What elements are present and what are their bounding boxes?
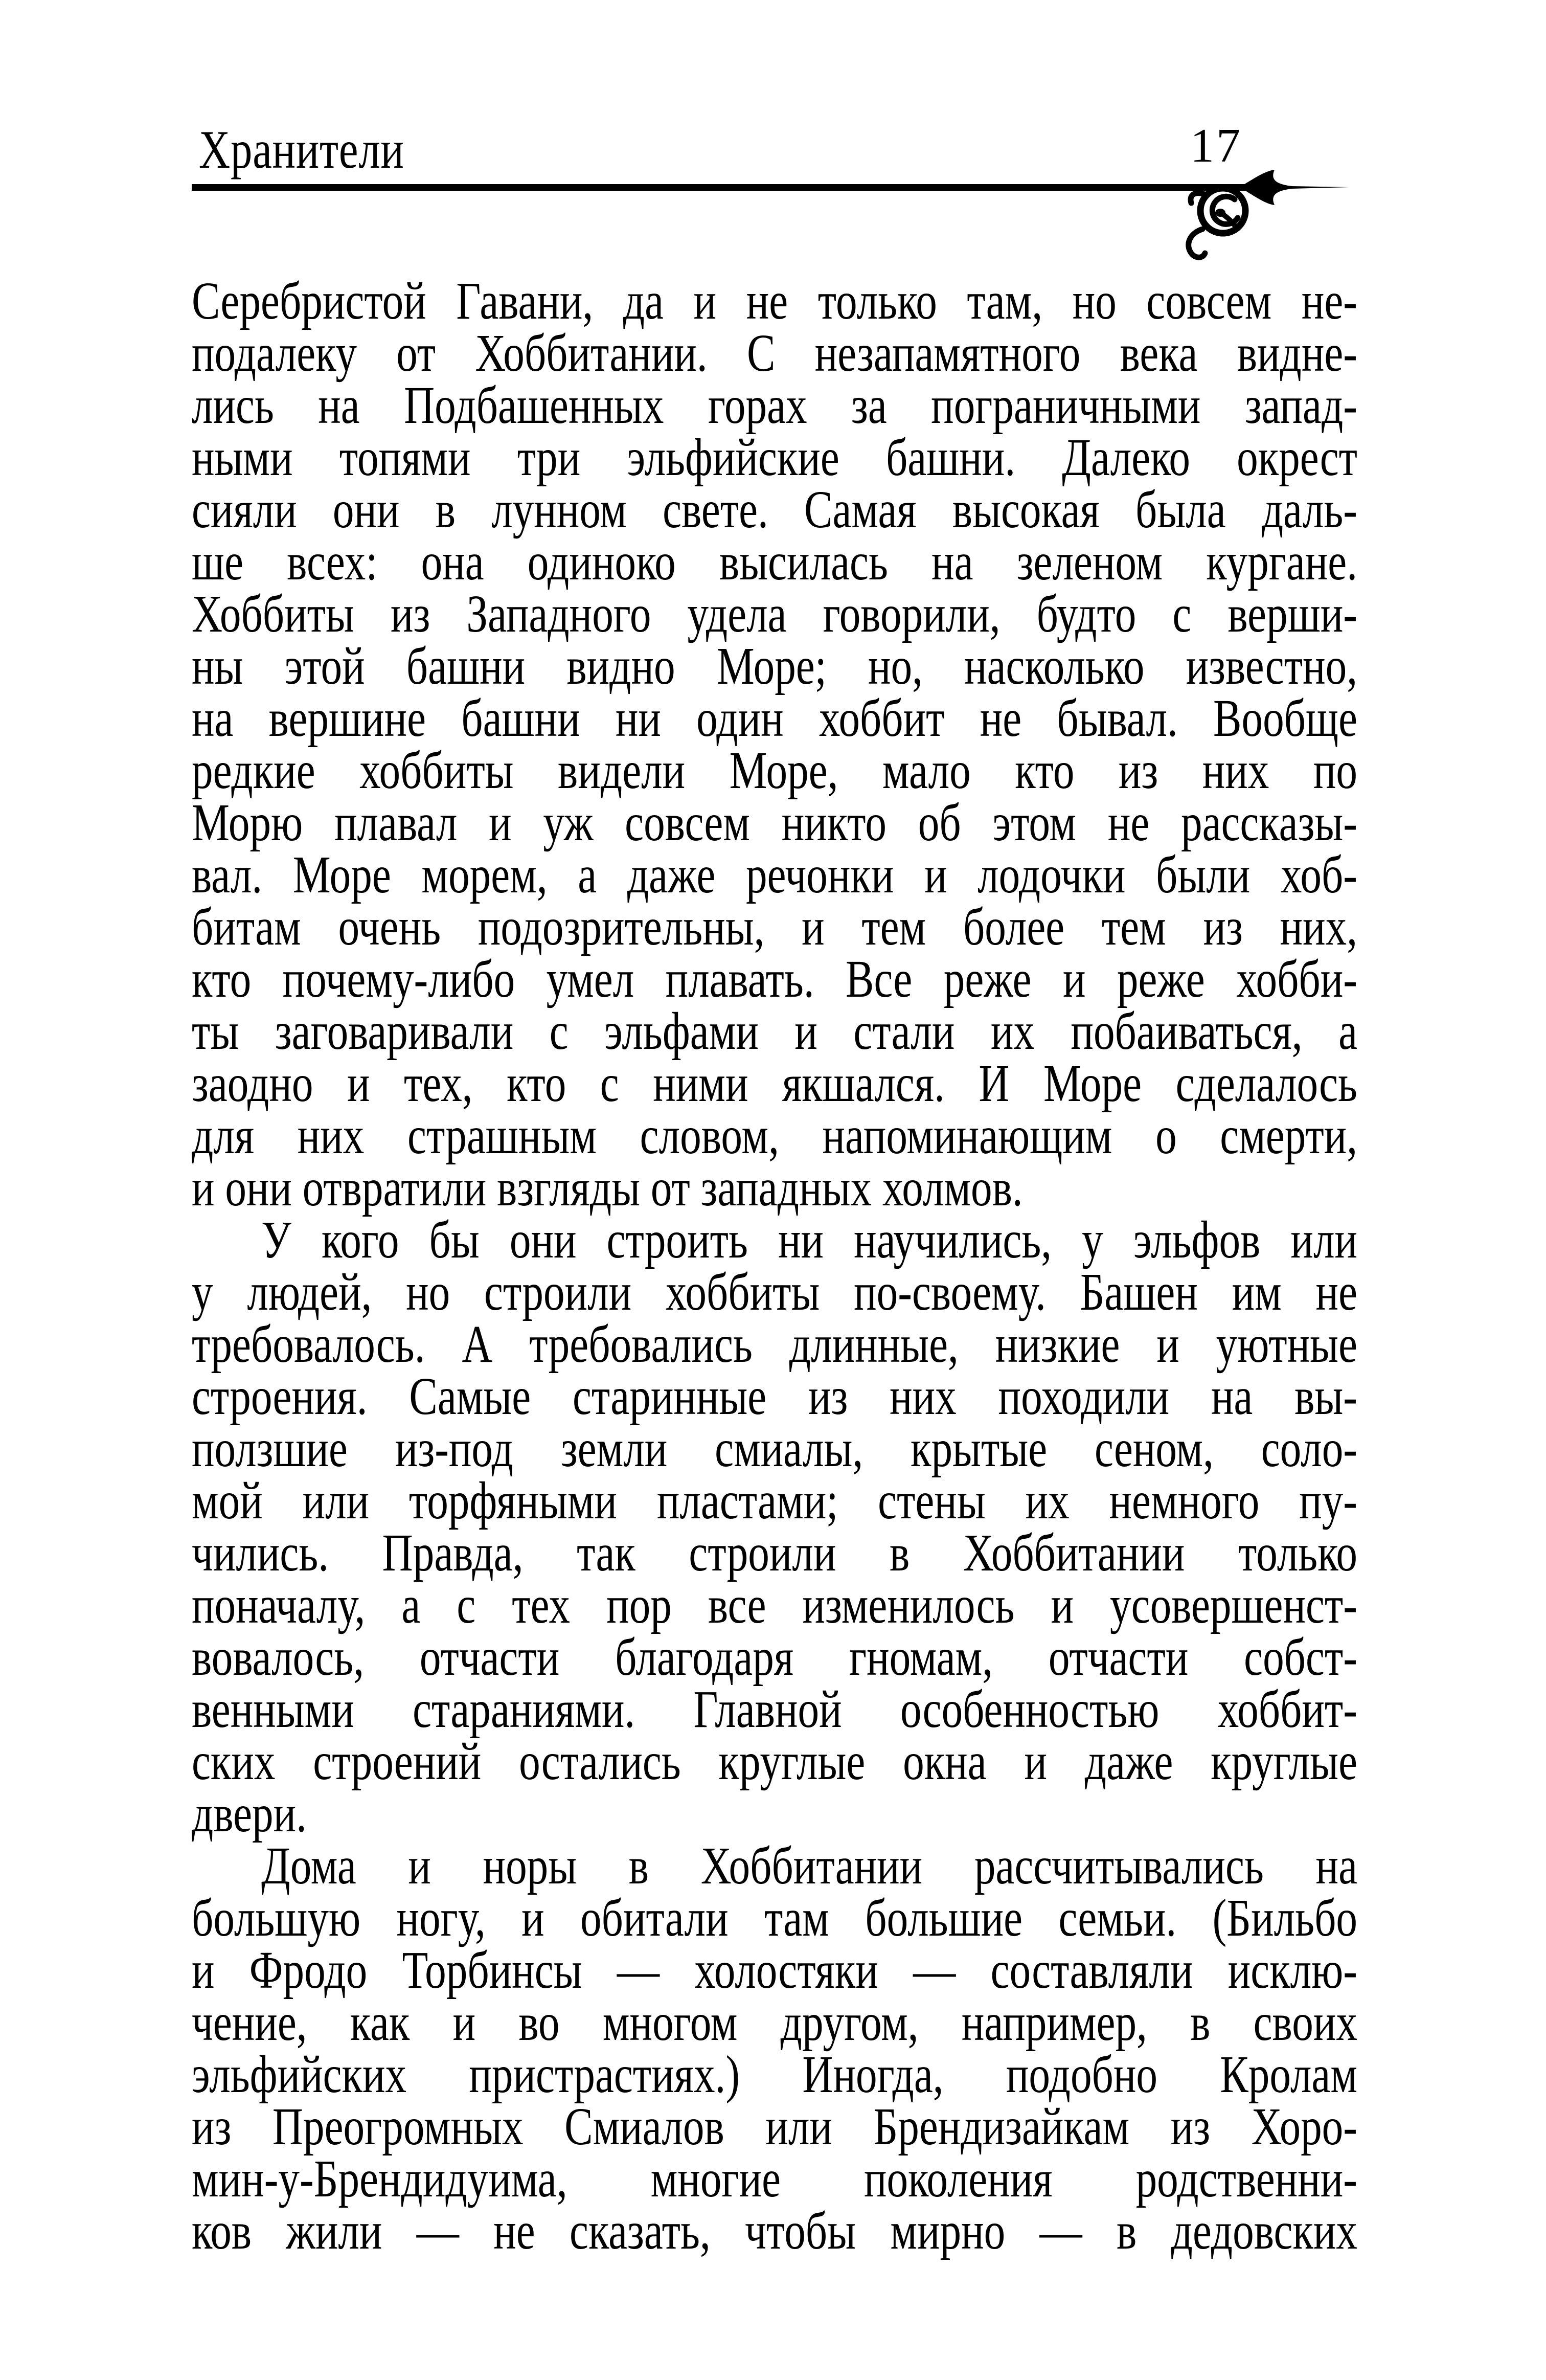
header-rule-ornament <box>192 169 1362 263</box>
text-line-paragraph-end: и они отвратили взгляды от западных холмов. <box>192 1158 1023 1217</box>
text-line: для них страшным словом, напоминающим о смерти, <box>192 1106 1357 1165</box>
text-line: ползшие из-под земли смиалы, крытые сеном, соло- <box>192 1419 1357 1478</box>
text-line: венными стараниями. Главной особенностью хоббит- <box>192 1680 1357 1739</box>
text-column <box>192 272 1357 2260</box>
text-line-paragraph-end: двери. <box>192 1784 307 1843</box>
text-line: заодно и тех, кто с ними якшался. И Море сделалось <box>192 1054 1357 1113</box>
text-line: лись на Подбашенных горах за пограничными запад- <box>192 376 1357 435</box>
text-line: мой или торфяными пластами; стены их немного пу- <box>192 1471 1357 1530</box>
text-line: сияли они в лунном свете. Самая высокая была даль- <box>192 480 1357 539</box>
text-line: вовалось, отчасти благодаря гномам, отчасти собст- <box>192 1628 1357 1687</box>
text-line: ными топями три эльфийские башни. Далеко окрест <box>192 428 1357 487</box>
text-line: у людей, но строили хоббиты по-своему. Башен им не <box>192 1263 1357 1321</box>
text-line: большую ногу, и обитали там большие семьи. (Бильбо <box>192 1889 1357 1947</box>
text-line: требовалось. А требовались длинные, низкие и уютные <box>192 1315 1357 1374</box>
text-line: ских строений остались круглые окна и даже круглые <box>192 1732 1357 1791</box>
text-line: кто почему-либо умел плавать. Все реже и реже хобби- <box>192 950 1357 1008</box>
text-line: Хоббиты из Западного удела говорили, будто с верши- <box>192 585 1357 643</box>
text-line: редкие хоббиты видели Море, мало кто из них по <box>192 741 1357 800</box>
text-line-paragraph-start: У кого бы они строить ни научились, у эльфов или <box>261 1210 1357 1269</box>
text-line: ты заговаривали с эльфами и стали их побаиваться, а <box>192 1002 1357 1061</box>
text-line: ше всех: она одиноко высилась на зеленом кургане. <box>192 532 1357 591</box>
text-line: Серебристой Гавани, да и не только там, но совсем не- <box>192 272 1357 330</box>
text-line: ны этой башни видно Море; но, насколько известно, <box>192 637 1357 695</box>
text-line: чение, как и во многом другом, например, в своих <box>192 1993 1357 2052</box>
text-line: на вершине башни ни один хоббит не бывал. Вообще <box>192 689 1357 748</box>
text-line-paragraph-start: Дома и норы в Хоббитании рассчитывались на <box>261 1836 1357 1895</box>
page-number: 17 <box>1190 119 1242 172</box>
text-line: и Фродо Торбинсы — холостяки — составляли исклю- <box>192 1941 1357 2000</box>
text-line: подалеку от Хоббитании. С незапамятного века видне- <box>192 324 1357 383</box>
text-line: мин-у-Брендидуима, многие поколения родственни- <box>192 2149 1357 2208</box>
text-line: из Преогромных Смиалов или Брендизайкам из Хоро- <box>192 2097 1357 2156</box>
text-line: ков жили — не сказать, чтобы мирно — в дедовских <box>192 2202 1357 2260</box>
text-line: вал. Море морем, а даже речонки и лодочки были хоб- <box>192 845 1357 904</box>
text-line: битам очень подозрительны, и тем более тем из них, <box>192 897 1357 956</box>
running-head-title: Хранители <box>199 120 404 179</box>
spearhead-arrow-icon <box>1240 170 1349 205</box>
horizontal-rule <box>192 184 1260 191</box>
text-line: чились. Правда, так строили в Хоббитании только <box>192 1523 1357 1582</box>
fern-curl-icon <box>1189 188 1245 257</box>
text-line: строения. Самые старинные из них походили на вы- <box>192 1367 1357 1426</box>
text-line: эльфийских пристрастиях.) Иногда, подобно Кролам <box>192 2045 1357 2104</box>
text-line: Морю плавал и уж совсем никто об этом не рассказы- <box>192 793 1357 852</box>
text-line: поначалу, а с тех пор все изменилось и усовершенст- <box>192 1576 1357 1634</box>
